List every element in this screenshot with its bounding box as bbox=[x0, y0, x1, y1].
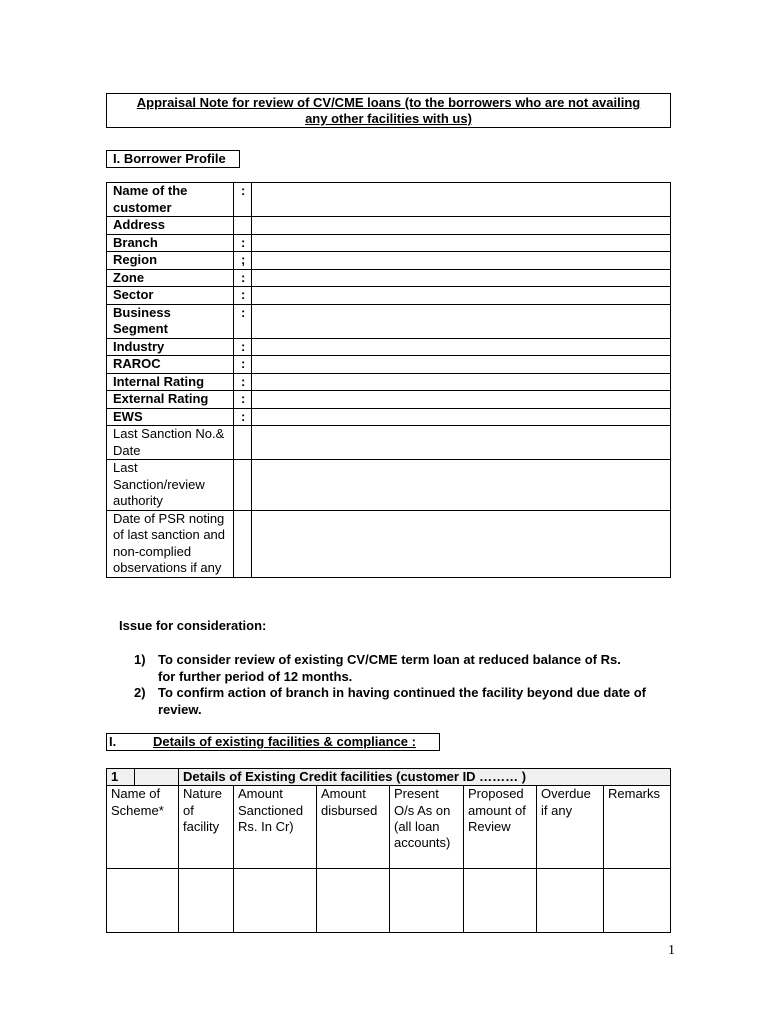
facility-cell[interactable] bbox=[179, 869, 234, 933]
issue-points bbox=[134, 652, 694, 718]
point-number: 2) bbox=[134, 685, 146, 700]
profile-value[interactable] bbox=[252, 338, 671, 356]
profile-value[interactable] bbox=[252, 304, 671, 338]
issue-point bbox=[134, 652, 694, 685]
section-number: I. bbox=[109, 734, 117, 749]
profile-label: Sector bbox=[107, 287, 234, 305]
profile-label: Last Sanction/review authority bbox=[107, 460, 234, 511]
facility-row-number: 1 bbox=[107, 769, 135, 786]
point-text: To consider review of existing CV/CME term loan at reduced balance of Rs. bbox=[158, 652, 621, 667]
profile-label: Industry bbox=[107, 338, 234, 356]
profile-colon bbox=[234, 217, 252, 235]
profile-label: Business Segment bbox=[107, 304, 234, 338]
col-header: Overdue if any bbox=[537, 786, 604, 869]
profile-colon: : bbox=[234, 338, 252, 356]
facility-cell[interactable] bbox=[537, 869, 604, 933]
profile-label: Region bbox=[107, 252, 234, 270]
profile-value[interactable] bbox=[252, 426, 671, 460]
section-borrower-profile: I. Borrower Profile bbox=[106, 150, 240, 168]
profile-row bbox=[107, 510, 671, 577]
profile-colon: : bbox=[234, 408, 252, 426]
section-existing-facilities bbox=[106, 733, 440, 751]
title-line-2: any other facilities with us) bbox=[305, 111, 472, 126]
profile-value[interactable] bbox=[252, 234, 671, 252]
facility-heading: Details of Existing Credit facilities (customer ID ……… ) bbox=[179, 769, 671, 786]
facility-cell[interactable] bbox=[107, 869, 179, 933]
existing-facilities-table bbox=[106, 768, 671, 933]
profile-row bbox=[107, 373, 671, 391]
facility-cell[interactable] bbox=[317, 869, 390, 933]
profile-colon: : bbox=[234, 269, 252, 287]
facility-cell[interactable] bbox=[234, 869, 317, 933]
profile-colon: : bbox=[234, 287, 252, 305]
profile-colon: : bbox=[234, 183, 252, 217]
page-number: 1 bbox=[668, 943, 675, 958]
profile-value[interactable] bbox=[252, 287, 671, 305]
profile-label: Branch bbox=[107, 234, 234, 252]
profile-row bbox=[107, 391, 671, 409]
profile-value[interactable] bbox=[252, 183, 671, 217]
profile-value[interactable] bbox=[252, 252, 671, 270]
col-header: Amount disbursed bbox=[317, 786, 390, 869]
profile-value[interactable] bbox=[252, 373, 671, 391]
profile-row bbox=[107, 252, 671, 270]
profile-label: Zone bbox=[107, 269, 234, 287]
point-text-cont: review. bbox=[158, 701, 202, 717]
issue-point bbox=[134, 685, 694, 718]
facility-cell[interactable] bbox=[390, 869, 464, 933]
profile-row bbox=[107, 408, 671, 426]
profile-colon: : bbox=[234, 356, 252, 374]
profile-label: Last Sanction No.& Date bbox=[107, 426, 234, 460]
profile-row bbox=[107, 356, 671, 374]
profile-value[interactable] bbox=[252, 269, 671, 287]
facility-cell[interactable] bbox=[464, 869, 537, 933]
issue-heading: Issue for consideration: bbox=[119, 618, 267, 633]
col-header: Remarks bbox=[604, 786, 671, 869]
profile-row bbox=[107, 217, 671, 235]
profile-row bbox=[107, 183, 671, 217]
profile-colon: : bbox=[234, 304, 252, 338]
profile-colon bbox=[234, 510, 252, 577]
col-header: Present O/s As on (all loan accounts) bbox=[390, 786, 464, 869]
profile-label: RAROC bbox=[107, 356, 234, 374]
profile-value[interactable] bbox=[252, 391, 671, 409]
borrower-profile-table bbox=[106, 182, 671, 578]
profile-colon: : bbox=[234, 391, 252, 409]
section-title: Details of existing facilities & compliance : bbox=[153, 734, 416, 749]
col-header: Amount Sanctioned Rs. In Cr) bbox=[234, 786, 317, 869]
profile-value[interactable] bbox=[252, 510, 671, 577]
profile-row bbox=[107, 287, 671, 305]
profile-row bbox=[107, 338, 671, 356]
profile-colon: : bbox=[234, 234, 252, 252]
profile-value[interactable] bbox=[252, 460, 671, 511]
profile-label: Name of the customer bbox=[107, 183, 234, 217]
point-text-cont: for further period of 12 months. bbox=[158, 668, 353, 684]
document-title bbox=[106, 93, 671, 128]
profile-row bbox=[107, 234, 671, 252]
profile-row bbox=[107, 269, 671, 287]
col-header: Nature of facility bbox=[179, 786, 234, 869]
profile-value[interactable] bbox=[252, 408, 671, 426]
profile-colon: ; bbox=[234, 252, 252, 270]
profile-row bbox=[107, 304, 671, 338]
facility-cell[interactable] bbox=[604, 869, 671, 933]
title-line-1: Appraisal Note for review of CV/CME loans (to the borrowers who are not availing bbox=[136, 95, 641, 110]
profile-label: Address bbox=[107, 217, 234, 235]
point-text: To confirm action of branch in having continued the facility beyond due date of bbox=[158, 685, 647, 700]
empty-header-cell bbox=[135, 769, 179, 786]
profile-value[interactable] bbox=[252, 217, 671, 235]
profile-label: Date of PSR noting of last sanction and non-complied observations if any bbox=[107, 510, 234, 577]
profile-colon bbox=[234, 460, 252, 511]
profile-value[interactable] bbox=[252, 356, 671, 374]
profile-colon bbox=[234, 426, 252, 460]
point-number: 1) bbox=[134, 652, 146, 667]
profile-label: EWS bbox=[107, 408, 234, 426]
profile-row bbox=[107, 426, 671, 460]
profile-row bbox=[107, 460, 671, 511]
profile-colon: : bbox=[234, 373, 252, 391]
col-header: Name of Scheme* bbox=[107, 786, 179, 869]
col-header: Proposed amount of Review bbox=[464, 786, 537, 869]
profile-label: Internal Rating bbox=[107, 373, 234, 391]
profile-label: External Rating bbox=[107, 391, 234, 409]
